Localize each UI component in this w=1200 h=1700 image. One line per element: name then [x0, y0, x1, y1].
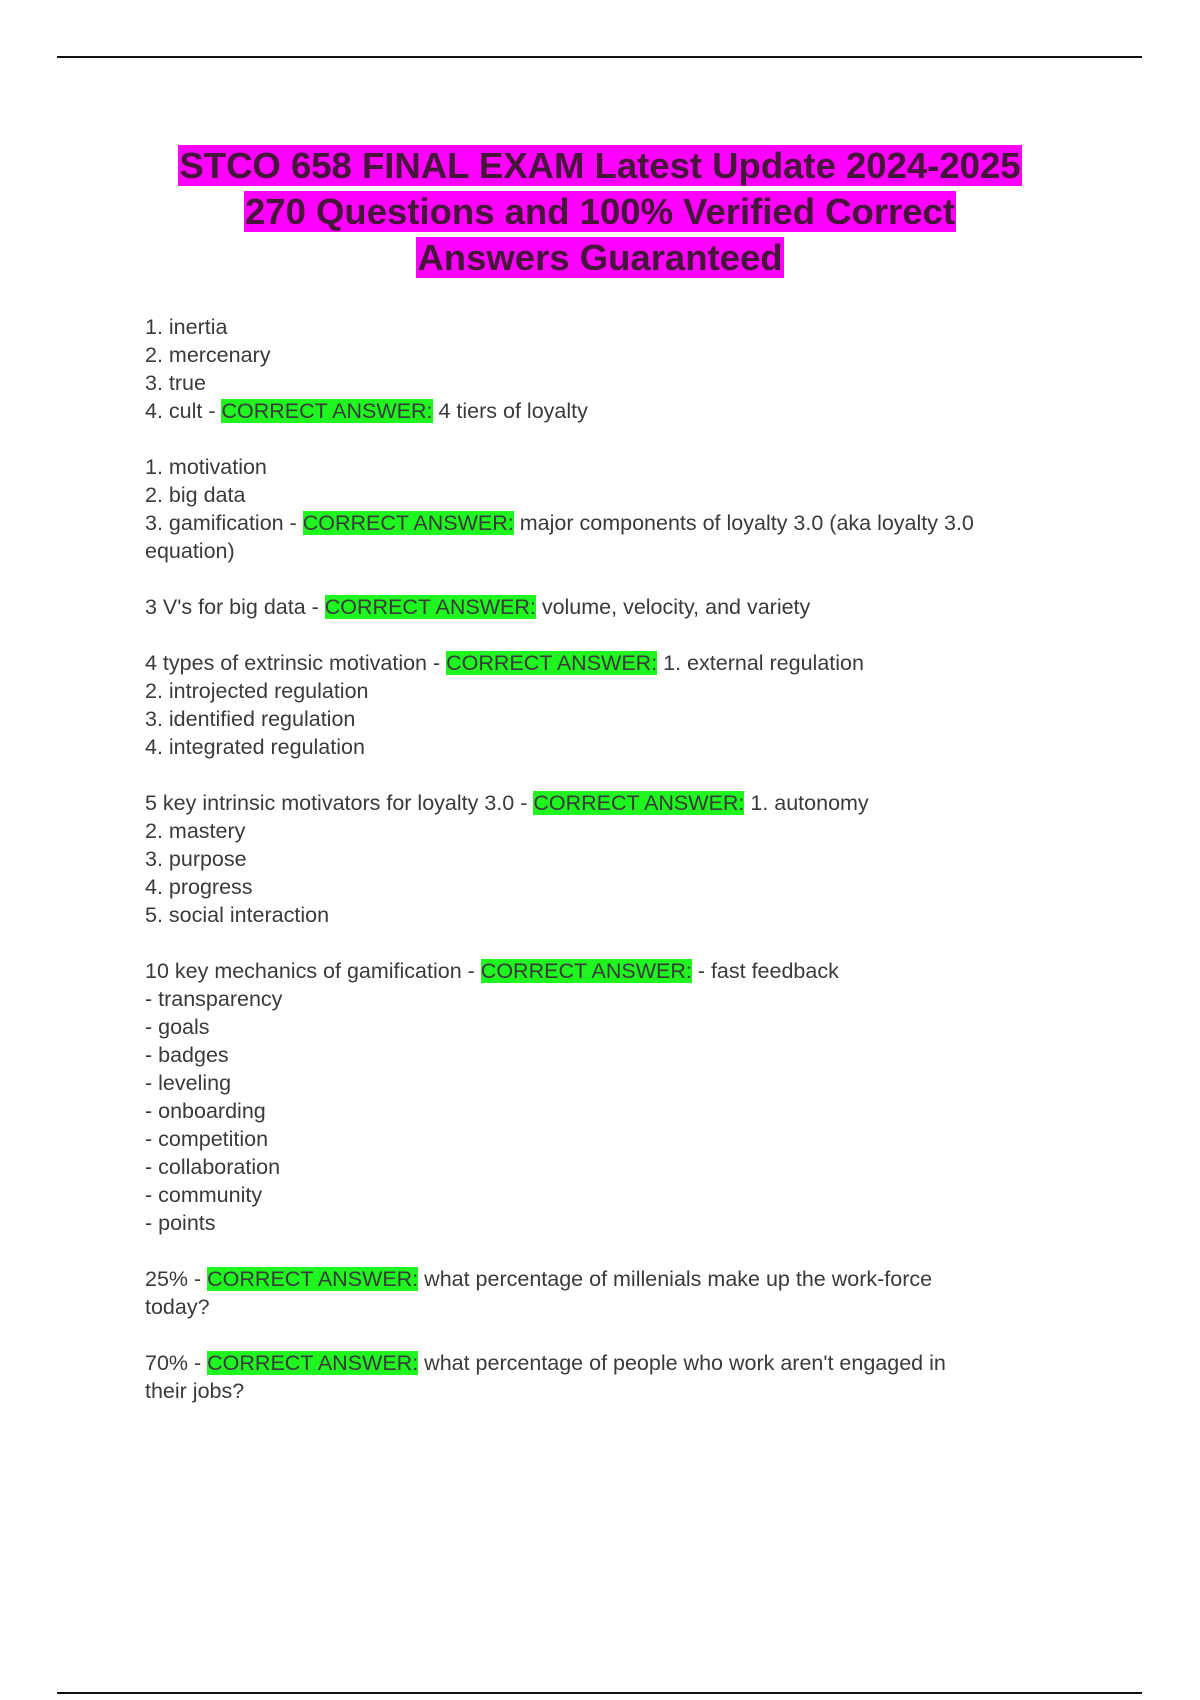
bottom-rule: [57, 1692, 1142, 1694]
qa-term: 5 key intrinsic motivators for loyalty 3.0 -: [145, 791, 534, 815]
qa-pre-line: 2. big data: [145, 483, 246, 507]
qa-item: [145, 453, 1085, 565]
qa-post-line: 5. social interaction: [145, 903, 330, 927]
qa-post-line: 3. purpose: [145, 847, 247, 871]
qa-main-line: [145, 397, 1085, 425]
qa-term: 10 key mechanics of gamification -: [145, 959, 481, 983]
qa-post-line: their jobs?: [145, 1379, 245, 1403]
top-rule: [57, 56, 1142, 58]
title-line: [100, 143, 1100, 189]
qa-answer: what percentage of millenials make up the work-force: [424, 1267, 933, 1291]
qa-post-line: today?: [145, 1295, 210, 1319]
qa-pre-line: 3. true: [145, 371, 206, 395]
qa-main-line: [145, 957, 1085, 985]
qa-main-line: [145, 1265, 1085, 1293]
qa-answer: 1. autonomy: [750, 791, 869, 815]
qa-item: [145, 789, 1085, 929]
qa-post-line: 2. introjected regulation: [145, 679, 369, 703]
qa-answer: 1. external regulation: [663, 651, 864, 675]
qa-post-line: - collaboration: [145, 1155, 281, 1179]
qa-answer: - fast feedback: [697, 959, 839, 983]
qa-post-line: - points: [145, 1211, 216, 1235]
qa-item: [145, 649, 1085, 761]
title-line: [100, 189, 1100, 235]
qa-item: [145, 313, 1085, 425]
qa-post-line: - onboarding: [145, 1099, 266, 1123]
qa-item: [145, 957, 1085, 1237]
qa-post-line: equation): [145, 539, 235, 563]
qa-pre-line: 1. inertia: [145, 315, 228, 339]
qa-post-line: - badges: [145, 1043, 229, 1067]
correct-answer-label: CORRECT ANSWER:: [207, 1351, 419, 1375]
correct-answer-label: CORRECT ANSWER:: [302, 511, 514, 535]
qa-pre-line: 2. mercenary: [145, 343, 271, 367]
title-line: [100, 235, 1100, 281]
qa-main-line: [145, 509, 1085, 537]
qa-list: [145, 313, 1085, 1433]
qa-term: 70% -: [145, 1351, 208, 1375]
correct-answer-label: CORRECT ANSWER:: [446, 651, 658, 675]
qa-post-line: - transparency: [145, 987, 283, 1011]
qa-post-line: 4. integrated regulation: [145, 735, 365, 759]
qa-answer: volume, velocity, and variety: [541, 595, 811, 619]
qa-item: [145, 1265, 1085, 1321]
correct-answer-label: CORRECT ANSWER:: [207, 1267, 419, 1291]
correct-answer-label: CORRECT ANSWER:: [221, 399, 433, 423]
qa-post-line: 4. progress: [145, 875, 253, 899]
qa-term: 3 V's for big data -: [145, 595, 325, 619]
qa-answer: major components of loyalty 3.0 (aka loyalty 3.0: [519, 511, 974, 535]
qa-item: [145, 593, 1085, 621]
qa-post-line: - leveling: [145, 1071, 232, 1095]
qa-main-line: [145, 649, 1085, 677]
qa-main-line: [145, 1349, 1085, 1377]
correct-answer-label: CORRECT ANSWER:: [324, 595, 536, 619]
qa-post-line: - competition: [145, 1127, 269, 1151]
qa-post-line: 3. identified regulation: [145, 707, 356, 731]
qa-item: [145, 1349, 1085, 1405]
qa-post-line: 2. mastery: [145, 819, 246, 843]
qa-answer: 4 tiers of loyalty: [438, 399, 588, 423]
correct-answer-label: CORRECT ANSWER:: [533, 791, 745, 815]
qa-answer: what percentage of people who work aren't engaged in: [424, 1351, 946, 1375]
title-highlight: 270 Questions and 100% Verified Correct: [244, 191, 955, 232]
qa-term: 4. cult -: [145, 399, 222, 423]
qa-term: 3. gamification -: [145, 511, 303, 535]
correct-answer-label: CORRECT ANSWER:: [480, 959, 692, 983]
qa-term: 25% -: [145, 1267, 208, 1291]
qa-pre-line: 1. motivation: [145, 455, 267, 479]
qa-main-line: [145, 593, 1085, 621]
qa-term: 4 types of extrinsic motivation -: [145, 651, 447, 675]
qa-post-line: - community: [145, 1183, 263, 1207]
document-title: [100, 143, 1100, 281]
qa-main-line: [145, 789, 1085, 817]
title-highlight: Answers Guaranteed: [417, 237, 783, 278]
qa-post-line: - goals: [145, 1015, 210, 1039]
title-highlight: STCO 658 FINAL EXAM Latest Update 2024-2025: [179, 145, 1021, 186]
